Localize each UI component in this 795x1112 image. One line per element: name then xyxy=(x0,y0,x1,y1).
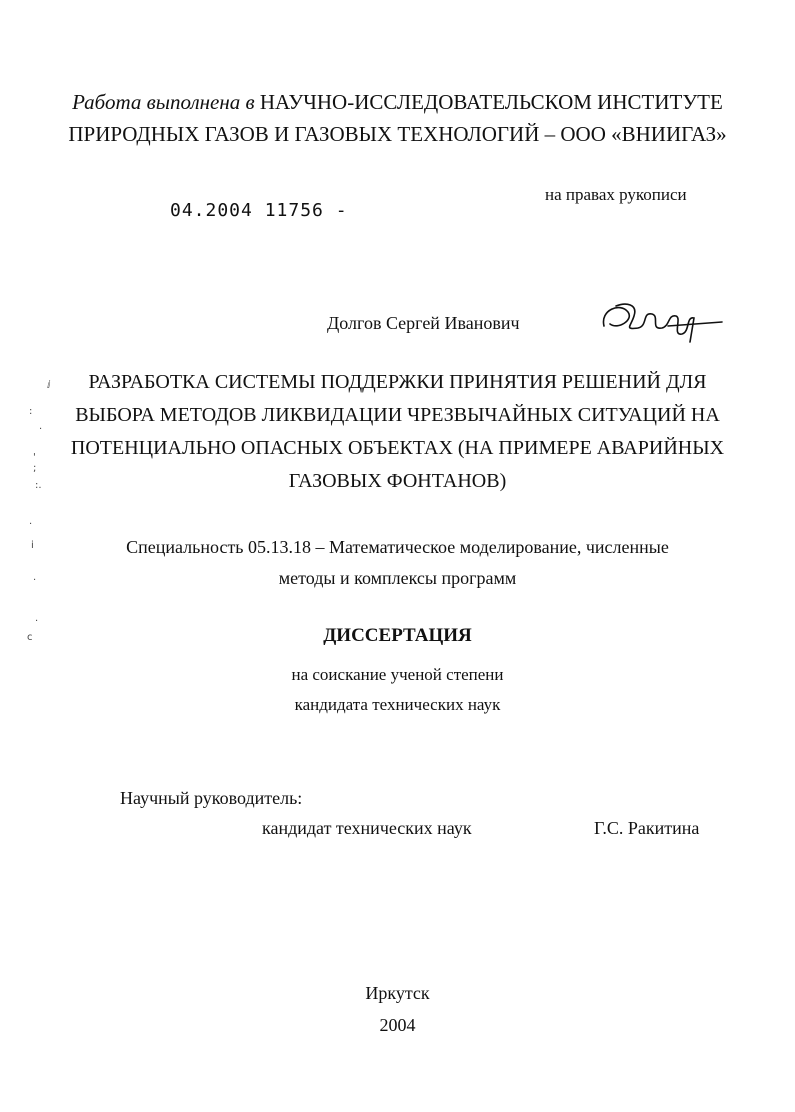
degree-line-2: кандидата технических наук xyxy=(294,695,501,714)
title-line-3: ПОТЕНЦИАЛЬНО ОПАСНЫХ ОБЪЕКТАХ (НА ПРИМЕРЕ АВАРИЙНЫХ xyxy=(70,437,725,459)
rights-note: на правах рукописи xyxy=(545,185,687,204)
archive-stamp: 04.2004 11756 - xyxy=(170,200,348,221)
institution-line-1 xyxy=(0,86,795,118)
supervisor-label: Научный руководитель: xyxy=(120,788,303,808)
supervisor-name: Г.С. Ракитина xyxy=(594,818,700,838)
place-and-year xyxy=(0,977,795,1041)
specialty-block xyxy=(0,532,795,594)
title-line-1: РАЗРАБОТКА СИСТЕМЫ ПОДДЕРЖКИ ПРИНЯТИЯ РЕШЕНИЙ ДЛЯ xyxy=(88,371,707,393)
institution-block xyxy=(0,86,795,150)
degree-block xyxy=(0,660,795,720)
year: 2004 xyxy=(379,1015,416,1035)
title-line-2: ВЫБОРА МЕТОДОВ ЛИКВИДАЦИИ ЧРЕЗВЫЧАЙНЫХ СИТУАЦИЙ НА xyxy=(75,404,720,426)
institution-prefix: Работа выполнена в xyxy=(72,90,255,114)
dissertation-title-page: Работа выполнена в НАУЧНО-ИССЛЕДОВАТЕЛЬСКОМ ИНСТИТУТЕ ПРИРОДНЫХ ГАЗОВ И ГАЗОВЫХ ТЕХНОЛОГИЙ – ООО «ВНИИГАЗ» 04.2004 11756 - на правах рукописи Долгов Сергей Иванович ⅈ : · ' ; :. . ⅰ . · ⅽ РАЗРАБОТКА СИСТЕМЫ ПОДДЕРЖКИ ПРИНЯТИЯ РЕШЕНИЙ ДЛЯ ВЫБОРА МЕТОДОВ ЛИКВИДАЦИИ ЧРЕЗВЫЧАЙНЫХ СИТУАЦИЙ НА ПОТЕНЦИАЛЬНО ОПАСНЫХ ОБЪЕКТАХ (НА ПРИМЕРЕ АВАРИЙНЫХ ГАЗОВЫХ ФОНТАНОВ) Специальность 05.13.18 – Математическое моделирование, численные методы и комплексы программ ДИССЕРТАЦИЯ на соискание ученой степени кандидата технических наук Научный руководитель: кандидат технических наук Г.С. Ракитина Иркутск 2004 xyxy=(0,0,795,1112)
document-type: ДИССЕРТАЦИЯ xyxy=(323,625,472,646)
specialty-line-1: Специальность 05.13.18 – Математическое моделирование, численные xyxy=(126,537,669,557)
institution-line-2: ПРИРОДНЫХ ГАЗОВ И ГАЗОВЫХ ТЕХНОЛОГИЙ – ООО «ВНИИГАЗ» xyxy=(68,122,727,146)
institution-name-part-1: НАУЧНО-ИССЛЕДОВАТЕЛЬСКОМ ИНСТИТУТЕ xyxy=(259,90,723,114)
title-line-4: ГАЗОВЫХ ФОНТАНОВ) xyxy=(288,470,507,492)
author-name: Долгов Сергей Иванович xyxy=(327,313,520,333)
degree-line-1: на соискание ученой степени xyxy=(291,665,504,684)
supervisor-degree: кандидат технических наук xyxy=(262,818,472,838)
dissertation-title xyxy=(0,366,795,498)
specialty-line-2: методы и комплексы программ xyxy=(278,568,517,588)
city: Иркутск xyxy=(365,983,430,1003)
author-signature xyxy=(598,296,723,344)
